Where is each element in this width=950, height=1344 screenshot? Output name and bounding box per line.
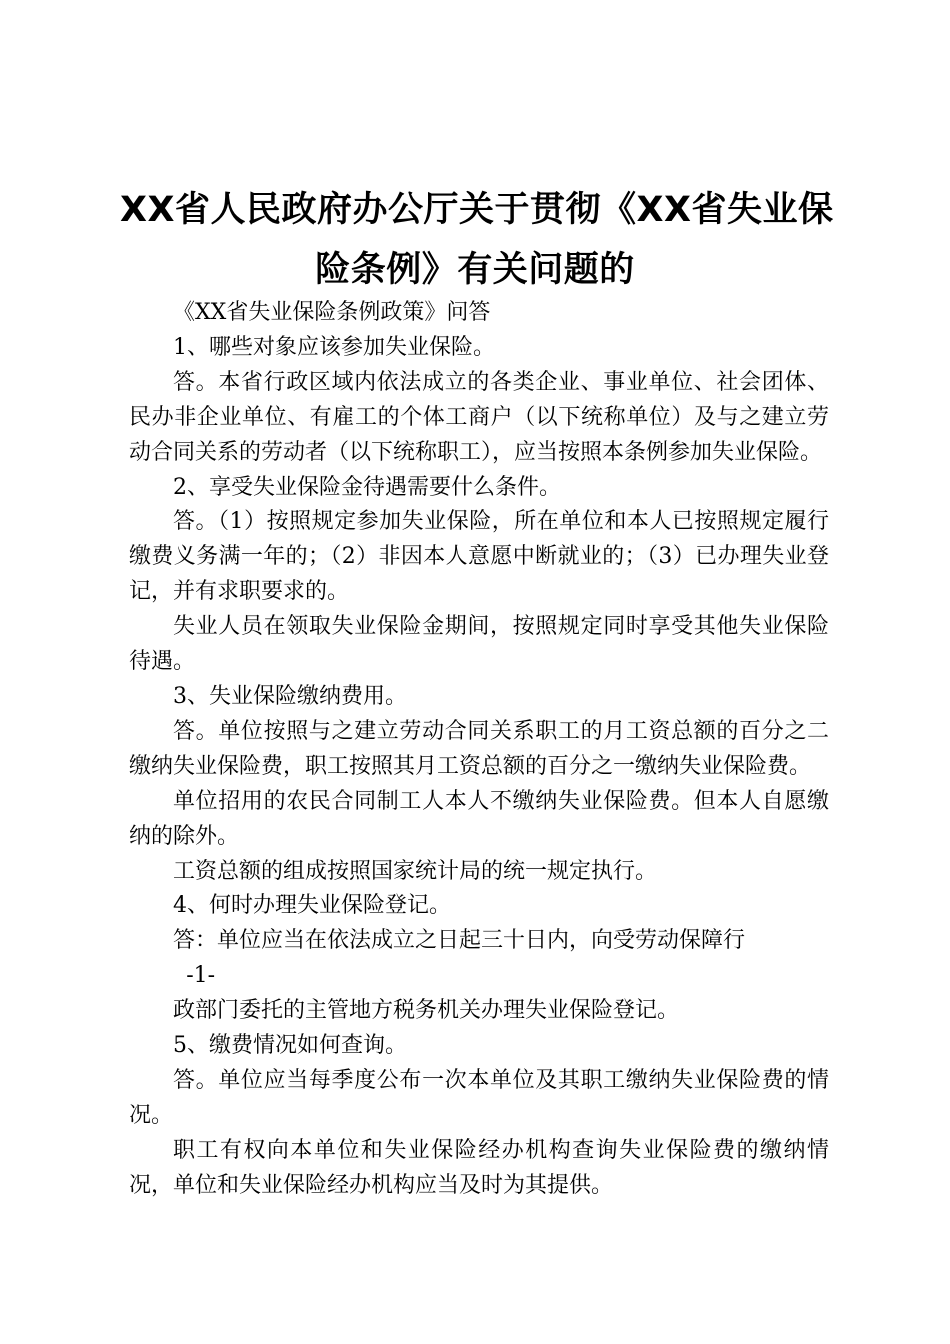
question-1: 1、哪些对象应该参加失业保险。 [173, 334, 495, 360]
answer-4-part-2: 政部门委托的主管地方税务机关办理失业保险登记。 [173, 998, 680, 1024]
subtitle-paragraph: 《XX省失业保险条例政策》问答 [173, 300, 491, 325]
answer-5-note: 职工有权向本单位和失业保险经办机构查询失业保险费的缴纳情况，单位和失业保险经办机构应当及时为其提供。 [129, 1137, 829, 1198]
answer-2: 答。（1）按照规定参加失业保险，所在单位和本人已按照规定履行缴费义务满一年的；（2）非因本人意愿中断就业的；（3）已办理失业登记，并有求职要求的。 [129, 509, 829, 605]
answer-3-note-2: 工资总额的组成按照国家统计局的统一规定执行。 [173, 858, 658, 884]
title-line-2: 险条例》有关问题的 [315, 250, 635, 290]
answer-2-note: 失业人员在领取失业保险金期间，按照规定同时享受其他失业保险待遇。 [129, 614, 829, 675]
document-title [120, 180, 834, 300]
answer-5: 答。单位应当每季度公布一次本单位及其职工缴纳失业保险费的情况。 [129, 1067, 829, 1128]
answer-1: 答。本省行政区域内依法成立的各类企业、事业单位、社会团体、民办非企业单位、有雇工的个体工商户（以下统称单位）及与之建立劳动合同关系的劳动者（以下统称职工），应当按照本条例参加失业保险。 [129, 369, 829, 465]
title-line-1: XX省人民政府办公厅关于贯彻《XX省失业保 [120, 190, 834, 230]
page-number: -1- [186, 963, 216, 989]
question-3: 3、失业保险缴纳费用。 [173, 683, 407, 709]
document-body [129, 296, 829, 1204]
question-2: 2、享受失业保险金待遇需要什么条件。 [173, 474, 561, 500]
answer-3: 答。单位按照与之建立劳动合同关系职工的月工资总额的百分之二缴纳失业保险费，职工按照其月工资总额的百分之一缴纳失业保险费。 [129, 718, 829, 779]
question-5: 5、缴费情况如何查询。 [173, 1033, 407, 1059]
answer-3-note-1: 单位招用的农民合同制工人本人不缴纳失业保险费。但本人自愿缴纳的除外。 [129, 788, 829, 849]
question-4: 4、何时办理失业保险登记。 [173, 893, 451, 919]
answer-4-part-1: 答：单位应当在依法成立之日起三十日内，向受劳动保障行 [173, 928, 746, 954]
